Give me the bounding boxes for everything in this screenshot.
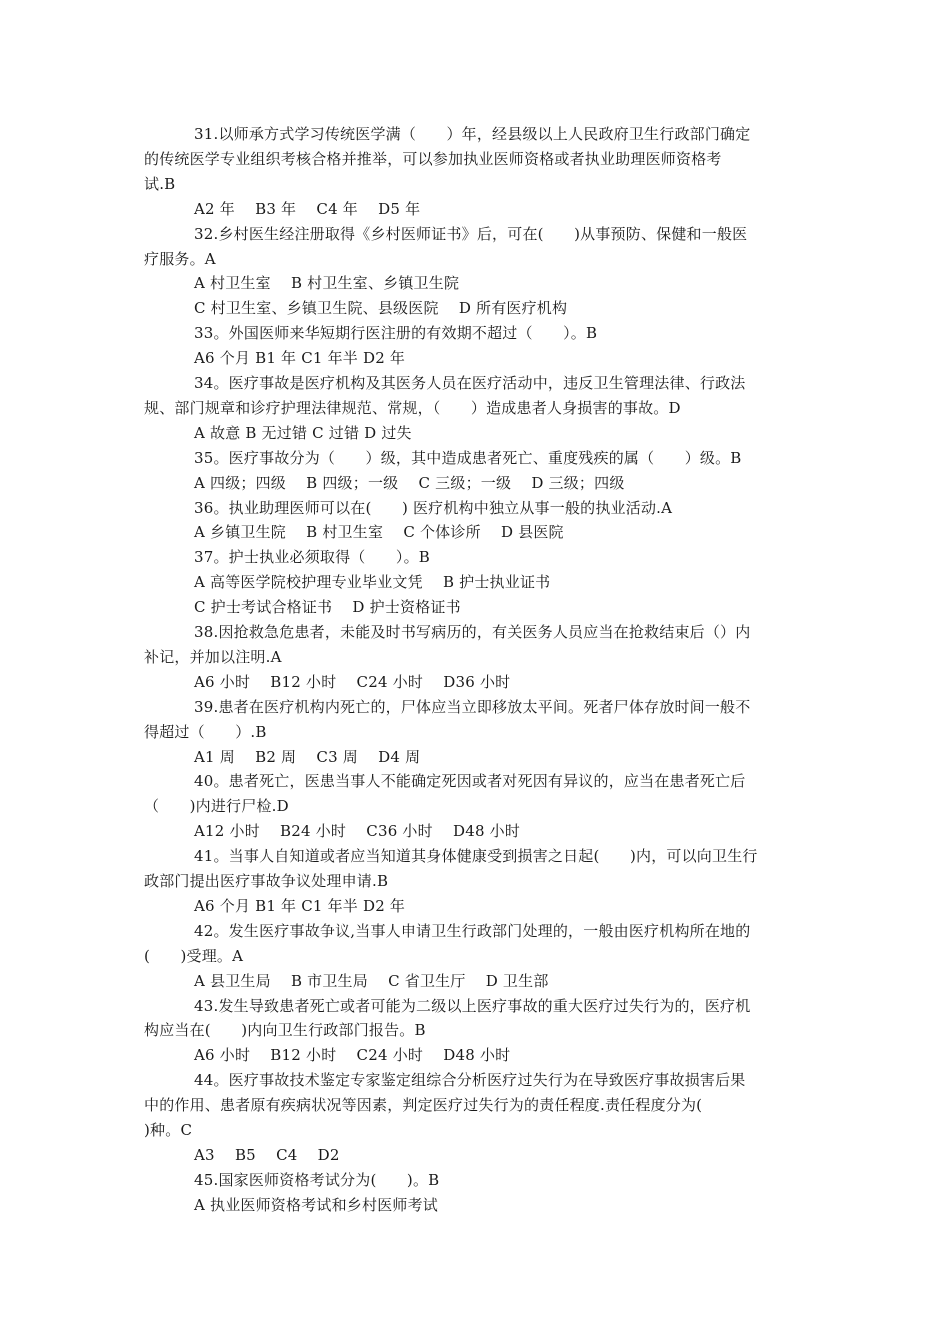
text-line: 中的作用、患者原有疾病状况等因素，判定医疗过失行为的责任程度.责任程度分为( <box>144 1096 703 1114</box>
text-line: A3 B5 C4 D2 <box>194 1146 340 1164</box>
text-line: C 护士考试合格证书 D 护士资格证书 <box>194 598 461 616</box>
text-line: A 执业医师资格考试和乡村医师考试 <box>194 1196 439 1214</box>
text-line: 的传统医学专业组织考核合格并推举，可以参加执业医师资格或者执业助理医师资格考 <box>144 150 722 168</box>
text-line: 42。发生医疗事故争议,当事人申请卫生行政部门处理的，一般由医疗机构所在地的 <box>194 922 751 940</box>
text-line: 34。医疗事故是医疗机构及其医务人员在医疗活动中，违反卫生管理法律、行政法 <box>194 374 746 392</box>
text-line: 45.国家医师资格考试分为( )。B <box>194 1171 440 1189</box>
text-line: 43.发生导致患者死亡或者可能为二级以上医疗事故的重大医疗过失行为的，医疗机 <box>194 997 751 1015</box>
text-line: A6 小时 B12 小时 C24 小时 D48 小时 <box>194 1046 511 1064</box>
text-line: 32.乡村医生经注册取得《乡村医师证书》后，可在( )从事预防、保健和一般医 <box>194 225 748 243</box>
text-line: 36。执业助理医师可以在( ) 医疗机构中独立从事一般的执业活动.A <box>194 499 673 517</box>
text-line: ( )受理。A <box>144 947 244 965</box>
text-line: C 村卫生室、乡镇卫生院、县级医院 D 所有医疗机构 <box>194 299 568 317</box>
text-line: 40。患者死亡，医患当事人不能确定死因或者对死因有异议的，应当在患者死亡后 <box>194 772 746 790</box>
text-line: A6 小时 B12 小时 C24 小时 D36 小时 <box>194 673 511 691</box>
text-line: 构应当在( )内向卫生行政部门报告。B <box>144 1021 426 1039</box>
text-line: )种。C <box>144 1121 193 1139</box>
text-line: A 高等医学院校护理专业毕业文凭 B 护士执业证书 <box>194 573 551 591</box>
text-line: 33。外国医师来华短期行医注册的有效期不超过（ ）。B <box>194 324 598 342</box>
text-line: A6 个月 B1 年 C1 年半 D2 年 <box>194 897 406 915</box>
text-line: 政部门提出医疗事故争议处理申请.B <box>144 872 389 890</box>
text-line: A 县卫生局 B 市卫生局 C 省卫生厅 D 卫生部 <box>194 972 549 990</box>
text-line: 疗服务。A <box>144 250 216 268</box>
text-line: 得超过（ ）.B <box>144 723 267 741</box>
text-line: 41。当事人自知道或者应当知道其身体健康受到损害之日起( )内，可以向卫生行 <box>194 847 758 865</box>
text-line: A2 年 B3 年 C4 年 D5 年 <box>194 200 421 218</box>
text-line: 规、部门规章和诊疗护理法律规范、常规，（ ）造成患者人身损害的事故。D <box>144 399 681 417</box>
text-line: 39.患者在医疗机构内死亡的，尸体应当立即移放太平间。死者尸体存放时间一般不 <box>194 698 751 716</box>
text-line: 31.以师承方式学习传统医学满（ ）年，经县级以上人民政府卫生行政部门确定 <box>194 125 751 143</box>
text-line: A 乡镇卫生院 B 村卫生室 C 个体诊所 D 县医院 <box>194 523 564 541</box>
text-line: 试.B <box>144 175 176 193</box>
text-line: 补记，并加以注明.A <box>144 648 282 666</box>
text-line: 44。医疗事故技术鉴定专家鉴定组综合分析医疗过失行为在导致医疗事故损害后果 <box>194 1071 746 1089</box>
text-line: A 村卫生室 B 村卫生室、乡镇卫生院 <box>194 274 460 292</box>
text-line: 38.因抢救急危患者，未能及时书写病历的，有关医务人员应当在抢救结束后（）内 <box>194 623 751 641</box>
text-line: A 故意 B 无过错 C 过错 D 过失 <box>194 424 412 442</box>
text-line: A 四级；四级 B 四级；一级 C 三级；一级 D 三级；四级 <box>194 474 625 492</box>
text-line: A12 小时 B24 小时 C36 小时 D48 小时 <box>194 822 521 840</box>
text-line: A6 个月 B1 年 C1 年半 D2 年 <box>194 349 406 367</box>
text-line: 37。护士执业必须取得（ ）。B <box>194 548 431 566</box>
text-line: 35。医疗事故分为（ ）级，其中造成患者死亡、重度残疾的属（ ）级。B <box>194 449 742 467</box>
text-line: A1 周 B2 周 C3 周 D4 周 <box>194 748 421 766</box>
text-line: （ )内进行尸检.D <box>144 797 289 815</box>
